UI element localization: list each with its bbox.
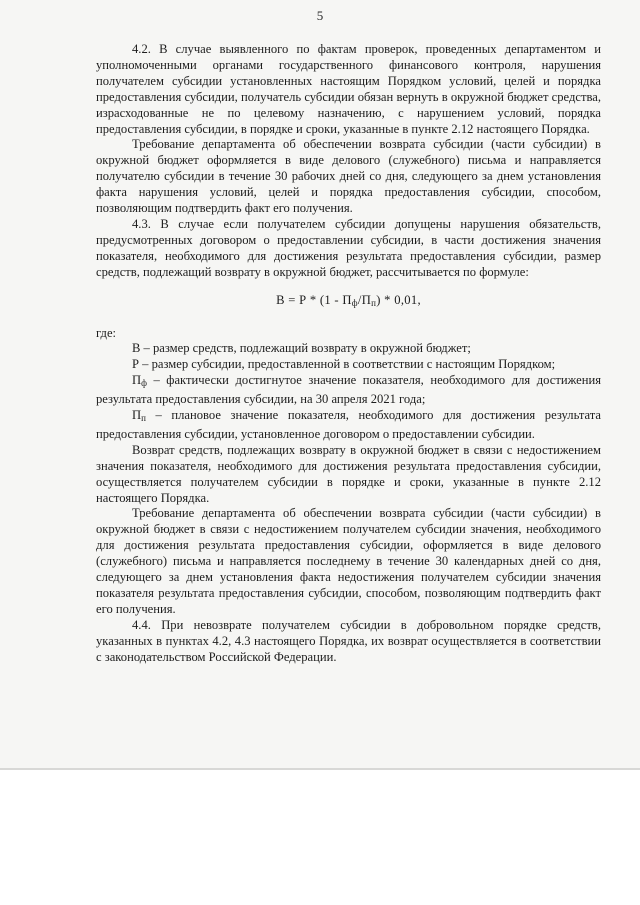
clause-number: 4.4.	[132, 617, 151, 632]
paragraph-text: В случае выявленного по фактам проверок, проведенных департаментом и уполномоченными органами государственного финансового контроля, нарушения получателем субсидии установленных настоящим Порядком условий, целей и порядка предоставления субсидии, получатель субсидии обязан вернуть в окружной бюджет средства, израсходованные не по целевому назначению, с нарушением условий, порядка предоставления субсидии, в порядке и сроки, указанные в пункте 2.12 настоящего Порядка.	[96, 42, 601, 136]
definition-pf: Пф – фактически достигнутое значение показателя, необходимого для достижения результата предоставления субсидии, на 30 апреля 2021 года;	[96, 373, 601, 407]
clause-number: 4.2.	[132, 42, 151, 56]
paragraph-4-4	[96, 618, 601, 666]
definition-v: В – размер средств, подлежащий возврату в окружной бюджет;	[132, 341, 471, 356]
paragraph-text: При невозврате получателем субсидии в добровольном порядке средств, указанных в пунктах 4.2, 4.3 настоящего Порядка, их возврат осуществляется в соответствии с законодательством Российской Федерации.	[96, 617, 601, 664]
document-body	[96, 42, 601, 666]
page-number: 5	[316, 8, 324, 23]
definition-pp: Пп – плановое значение показателя, необходимого для достижения результата предоставления субсидии, установленное договором о предоставлении субсидии.	[96, 408, 601, 441]
paragraph-4-3	[96, 217, 601, 281]
paragraph-4-2	[96, 42, 601, 137]
clause-number: 4.3.	[132, 216, 151, 231]
where-label: где:	[96, 325, 117, 340]
definition-r: Р – размер субсидии, предоставленной в соответствии с настоящим Порядком;	[132, 357, 556, 372]
paragraph-requirement: Требование департамента об обеспечении возврата субсидии (части субсидии) в окружной бюджет в связи с недостижением получателем субсидии значения, необходимого для достижения результата предоставления субсидии, оформляется в виде делового (служебного) письма и направляется последнему в течение 30 календарных дней со дня, следующего за днем установления факта недостижения получателем субсидии значения показателя результата предоставления субсидии, способом, позволяющим подтвердить факт его получения.	[96, 506, 601, 616]
paragraph-return: Возврат средств, подлежащих возврату в окружной бюджет в связи с недостижением значения показателя, необходимого для достижения результата предоставления субсидии, осуществляется получателем субсидии в порядке и сроки, указанные в пункте 2.12 настоящего Порядка.	[96, 442, 601, 505]
paragraph-4-2-requirement: Требование департамента об обеспечении возврата субсидии (части субсидии) в окружной бюджет оформляется в виде делового (служебного) письма и направляется получателю субсидии в течение 30 рабочих дней со дня, следующего за днем установления факта нарушения условий, целей и порядка предоставления субсидии, способом, позволяющим подтвердить факт его получения.	[96, 137, 601, 216]
page-edge	[0, 768, 640, 770]
paragraph-text: В случае если получателем субсидии допущены нарушения обязательств, предусмотренных договором о предоставлении субсидии, в части достижения значения показателя, необходимого для достижения результата предоставления субсидии, размер средств, подлежащий возврату в окружной бюджет, рассчитывается по формуле:	[96, 216, 601, 279]
formula: $В = Р * (1 - П_ф/П_п) * 0,01$,	[276, 292, 421, 308]
